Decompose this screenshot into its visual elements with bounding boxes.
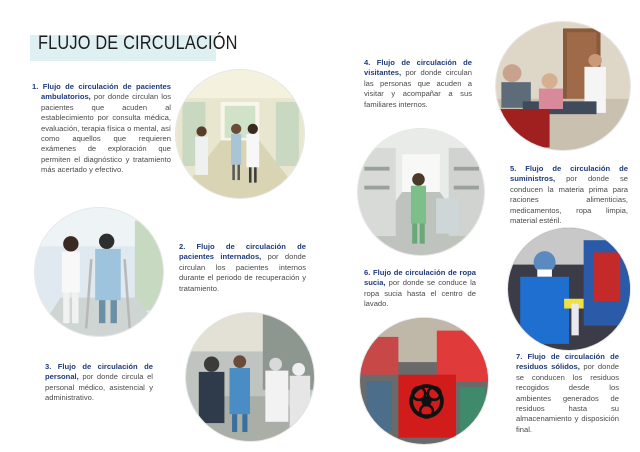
item-heading: Flujo de circulación de pacientes internados,	[179, 242, 306, 262]
item-number: 6.	[364, 268, 371, 277]
flow-item-2	[179, 242, 306, 294]
item-number: 5.	[510, 164, 517, 173]
item-body: por donde circulan las personas que acuden a visitar y acompañar a sus familiares internos.	[364, 68, 472, 109]
supplies-corridor-photo	[358, 129, 484, 255]
item-heading: Flujo de circulación de visitantes,	[364, 58, 472, 78]
visitors-photo	[496, 22, 630, 150]
page-title: FLUJO DE CIRCULACIÓN	[38, 33, 238, 54]
item-heading: Flujo de circulación de suministros,	[510, 164, 628, 184]
item-heading: Flujo de circulación de ropa sucia,	[364, 268, 476, 288]
item-number: 2.	[179, 242, 186, 251]
hospital-corridor-photo	[176, 70, 304, 198]
medical-staff-photo	[186, 313, 314, 441]
item-body: por donde circula el personal médico, asistencial y administrativo.	[45, 372, 153, 403]
waste-handler-photo	[508, 228, 630, 350]
flow-item-4	[364, 58, 472, 110]
item-body: por donde circulan los pacientes internos durante el periodo de recuperación y tratamiento.	[179, 252, 306, 293]
flow-item-7	[516, 352, 619, 435]
item-number: 1.	[32, 82, 39, 91]
item-body: por donde se conducen la materia prima para raciones alimenticias, medicamentos, ropa limpia, material estéril.	[510, 174, 628, 226]
biohazard-waste-photo	[360, 318, 488, 444]
item-heading: Flujo de circulación de residuos sólidos,	[516, 352, 619, 372]
item-number: 4.	[364, 58, 371, 67]
flow-item-6	[364, 268, 476, 310]
item-heading: Flujo de circulación de pacientes ambulatorios,	[41, 82, 171, 102]
item-heading: Flujo de circulación de personal,	[45, 362, 153, 382]
patient-with-crutches-photo	[35, 208, 163, 336]
item-number: 3.	[45, 362, 52, 371]
item-body: por donde circulan los pacientes que acuden al establecimiento por consulta médica, evaluación, terapia física o mental, así como aquellos que requieren exámenes de exploración que permiten el diagnóstico y tratamiento más acertado y efectivo.	[41, 92, 171, 175]
item-body: por donde se conducen los residuos recogidos desde los ambientes generados de residuos hasta su almacenamiento y disposición final.	[516, 362, 620, 434]
flow-item-1	[32, 82, 171, 176]
item-body: por donde se conduce la ropa sucia hasta el centro de lavado.	[364, 278, 476, 309]
item-number: 7.	[516, 352, 523, 361]
flow-item-5	[510, 164, 628, 226]
flow-item-3	[45, 362, 153, 404]
